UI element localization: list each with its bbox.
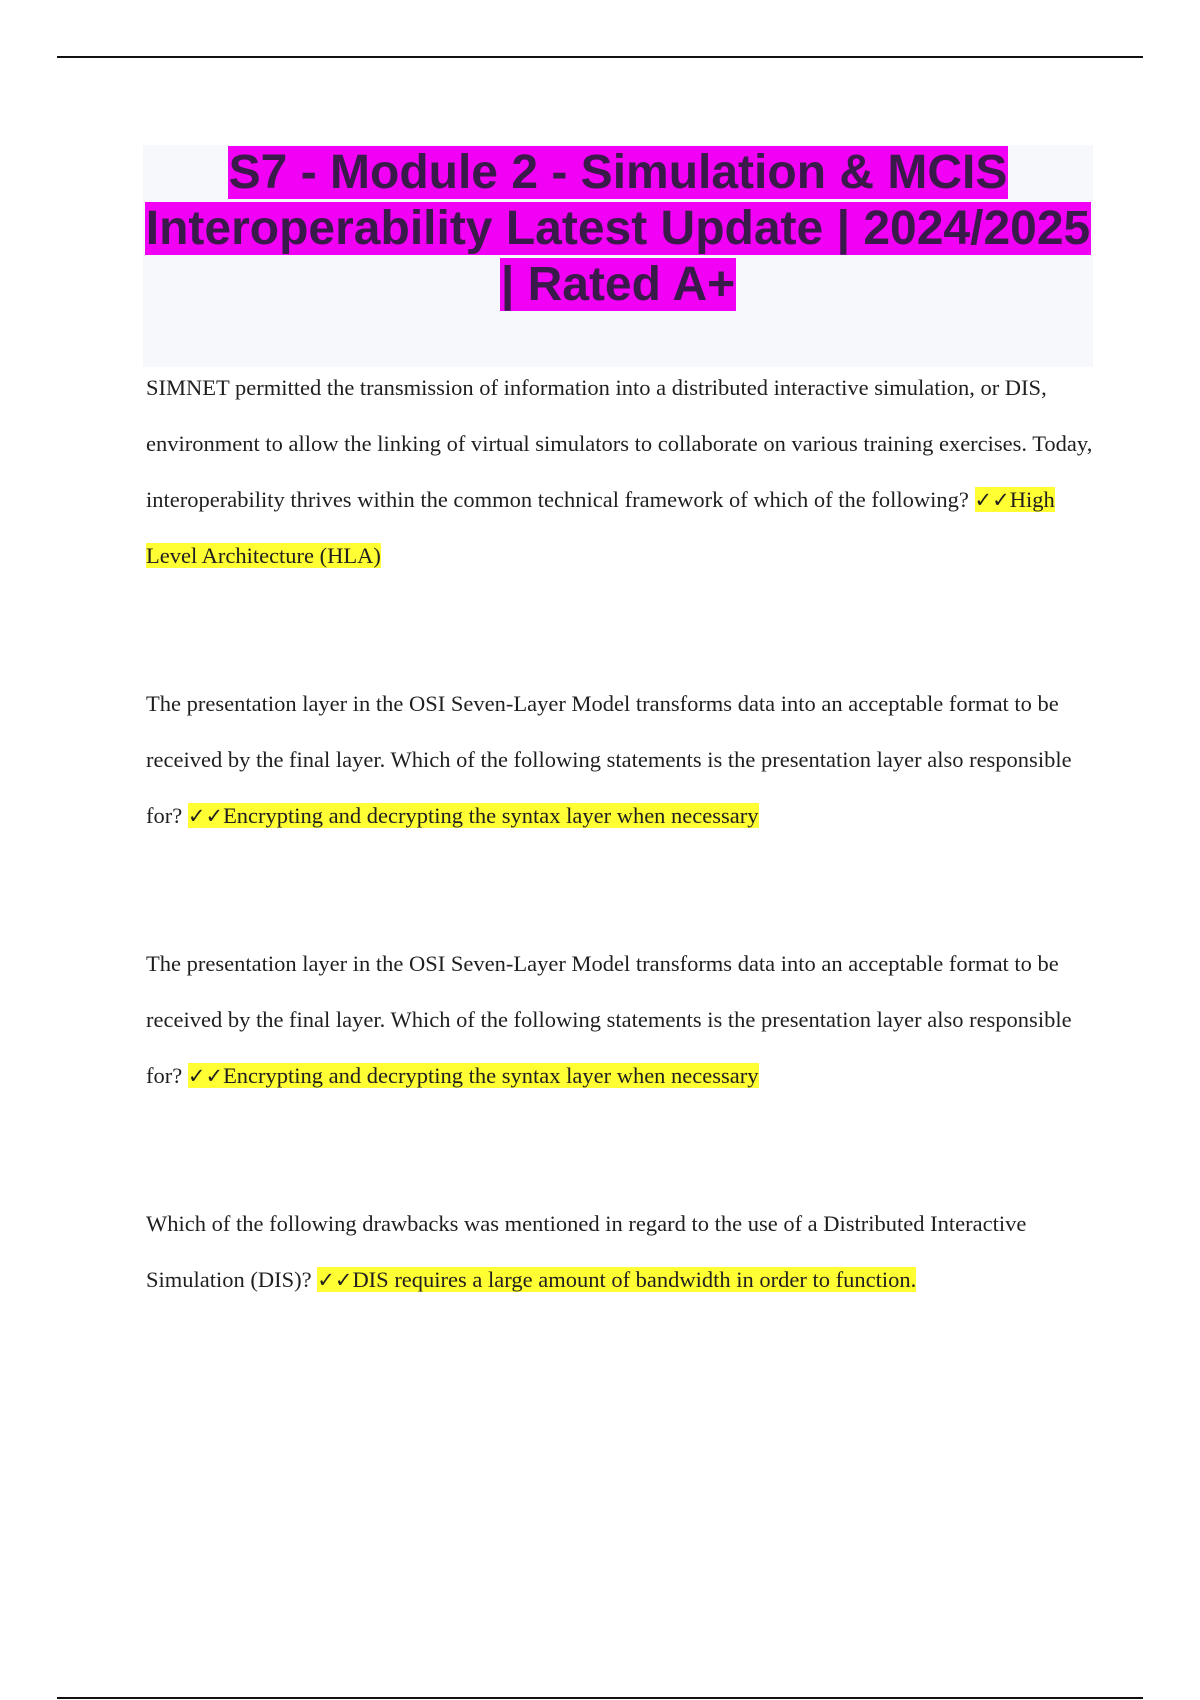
question-text: SIMNET permitted the transmission of information into a distributed interactive simulation, or DIS, environment to allow the linking of virtual simulators to collaborate on various training exercises. Today, interoperability thrives within the common technical framework of which of the following?: [146, 375, 1093, 512]
qa-item: [146, 676, 1096, 844]
check-icon: ✓✓: [187, 1064, 224, 1088]
page-top-rule: [57, 56, 1143, 58]
answer-text: DIS requires a large amount of bandwidth in order to function.: [352, 1267, 917, 1292]
title-box: [143, 145, 1093, 367]
answer-text: High Level Architecture (HLA): [146, 487, 1055, 568]
question-text: The presentation layer in the OSI Seven-Layer Model transforms data into an acceptable format to be received by the final layer. Which of the following statements is the presentation layer also responsible for?: [146, 951, 1072, 1088]
answer-highlight: [188, 803, 759, 828]
check-icon: ✓✓: [187, 804, 224, 828]
spacer: [146, 1104, 1096, 1196]
answer-highlight: [188, 1063, 759, 1088]
qa-list: [146, 360, 1096, 1308]
spacer: [146, 844, 1096, 936]
check-icon: ✓✓: [317, 1268, 353, 1292]
page-bottom-rule: [57, 1697, 1143, 1699]
document-title-highlight: S7 - Module 2 - Simulation & MCIS Interoperability Latest Update | 2024/2025 | Rated A+: [145, 146, 1091, 311]
question-text: The presentation layer in the OSI Seven-Layer Model transforms data into an acceptable format to be received by the final layer. Which of the following statements is the presentation layer also responsible for?: [146, 691, 1072, 828]
qa-item: [146, 360, 1096, 584]
check-icon: ✓✓: [974, 488, 1010, 512]
question-text: Which of the following drawbacks was mentioned in regard to the use of a Distributed Interactive Simulation (DIS)?: [146, 1211, 1027, 1292]
answer-text: Encrypting and decrypting the syntax layer when necessary: [223, 803, 759, 828]
answer-highlight: [317, 1267, 916, 1292]
qa-item: [146, 1196, 1096, 1308]
qa-item: [146, 936, 1096, 1104]
document-title: [143, 145, 1093, 313]
spacer: [146, 584, 1096, 676]
answer-text: Encrypting and decrypting the syntax layer when necessary: [223, 1063, 759, 1088]
